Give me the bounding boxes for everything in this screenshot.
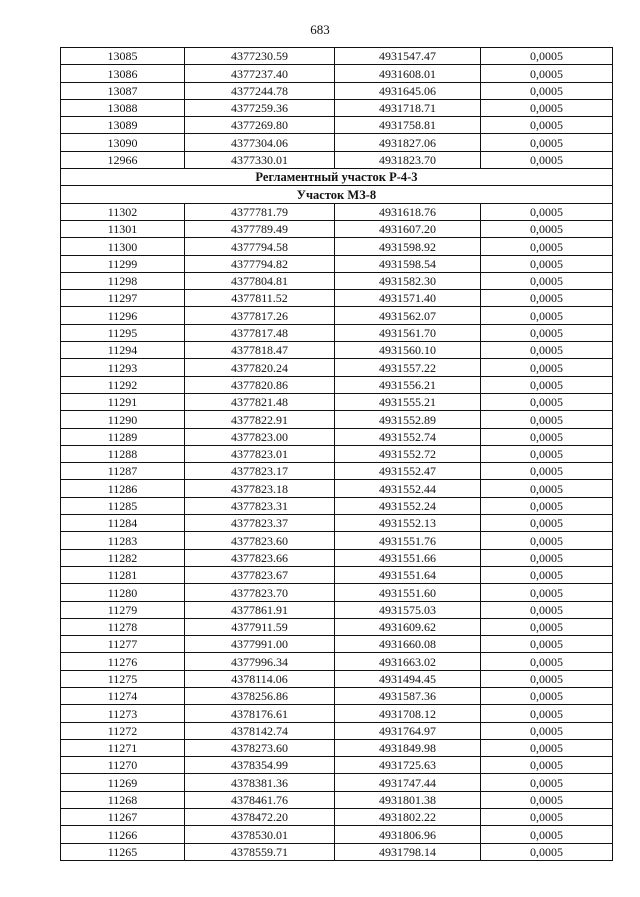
- accuracy-cell: 0,0005: [481, 739, 613, 756]
- x-coordinate-cell: 4378354.99: [185, 757, 335, 774]
- y-coordinate-cell: 4931587.36: [335, 687, 481, 704]
- accuracy-cell: 0,0005: [481, 532, 613, 549]
- x-coordinate-cell: 4377237.40: [185, 65, 335, 82]
- point-number-cell: 11279: [61, 601, 185, 618]
- y-coordinate-cell: 4931747.44: [335, 774, 481, 791]
- point-number-cell: 11284: [61, 515, 185, 532]
- point-number-cell: 11295: [61, 324, 185, 341]
- accuracy-cell: 0,0005: [481, 203, 613, 220]
- x-coordinate-cell: 4377794.58: [185, 238, 335, 255]
- x-coordinate-cell: 4377811.52: [185, 290, 335, 307]
- y-coordinate-cell: 4931725.63: [335, 757, 481, 774]
- accuracy-cell: 0,0005: [481, 670, 613, 687]
- point-number-cell: 11296: [61, 307, 185, 324]
- x-coordinate-cell: 4377230.59: [185, 48, 335, 65]
- point-number-cell: 11300: [61, 238, 185, 255]
- point-number-cell: 11267: [61, 809, 185, 826]
- accuracy-cell: 0,0005: [481, 791, 613, 808]
- y-coordinate-cell: 4931801.38: [335, 791, 481, 808]
- accuracy-cell: 0,0005: [481, 480, 613, 497]
- point-number-cell: 11298: [61, 272, 185, 289]
- table-row: [61, 463, 613, 480]
- table-row: [61, 428, 613, 445]
- table-row: [61, 324, 613, 341]
- y-coordinate-cell: 4931663.02: [335, 653, 481, 670]
- point-number-cell: 11301: [61, 220, 185, 237]
- table-row: [61, 411, 613, 428]
- point-number-cell: 11268: [61, 791, 185, 808]
- accuracy-cell: 0,0005: [481, 342, 613, 359]
- accuracy-cell: 0,0005: [481, 549, 613, 566]
- accuracy-cell: 0,0005: [481, 636, 613, 653]
- x-coordinate-cell: 4377304.06: [185, 134, 335, 151]
- point-number-cell: 11275: [61, 670, 185, 687]
- point-number-cell: 11289: [61, 428, 185, 445]
- x-coordinate-cell: 4377821.48: [185, 393, 335, 410]
- table-row: [61, 566, 613, 583]
- x-coordinate-cell: 4377244.78: [185, 82, 335, 99]
- point-number-cell: 11278: [61, 618, 185, 635]
- table-row: [61, 722, 613, 739]
- x-coordinate-cell: 4377823.67: [185, 566, 335, 583]
- point-number-cell: 11286: [61, 480, 185, 497]
- accuracy-cell: 0,0005: [481, 411, 613, 428]
- y-coordinate-cell: 4931849.98: [335, 739, 481, 756]
- y-coordinate-cell: 4931823.70: [335, 151, 481, 168]
- x-coordinate-cell: 4377823.01: [185, 445, 335, 462]
- accuracy-cell: 0,0005: [481, 151, 613, 168]
- accuracy-cell: 0,0005: [481, 272, 613, 289]
- point-number-cell: 11288: [61, 445, 185, 462]
- point-number-cell: 11297: [61, 290, 185, 307]
- table-row: [61, 705, 613, 722]
- point-number-cell: 11265: [61, 843, 185, 860]
- table-row: [61, 376, 613, 393]
- x-coordinate-cell: 4377996.34: [185, 653, 335, 670]
- table-row: [61, 618, 613, 635]
- x-coordinate-cell: 4377330.01: [185, 151, 335, 168]
- table-row: [61, 48, 613, 65]
- table-row: [61, 757, 613, 774]
- point-number-cell: 13086: [61, 65, 185, 82]
- x-coordinate-cell: 4377820.86: [185, 376, 335, 393]
- table-row: [61, 342, 613, 359]
- x-coordinate-cell: 4378256.86: [185, 687, 335, 704]
- accuracy-cell: 0,0005: [481, 290, 613, 307]
- y-coordinate-cell: 4931718.71: [335, 99, 481, 116]
- table-row: [61, 584, 613, 601]
- y-coordinate-cell: 4931608.01: [335, 65, 481, 82]
- point-number-cell: 11287: [61, 463, 185, 480]
- y-coordinate-cell: 4931552.47: [335, 463, 481, 480]
- table-body-top: [61, 48, 613, 169]
- point-number-cell: 11290: [61, 411, 185, 428]
- table-row: [61, 307, 613, 324]
- point-number-cell: 11277: [61, 636, 185, 653]
- table-row: [61, 843, 613, 860]
- y-coordinate-cell: 4931758.81: [335, 117, 481, 134]
- table-row: [61, 687, 613, 704]
- x-coordinate-cell: 4377823.18: [185, 480, 335, 497]
- y-coordinate-cell: 4931494.45: [335, 670, 481, 687]
- x-coordinate-cell: 4377823.66: [185, 549, 335, 566]
- y-coordinate-cell: 4931806.96: [335, 826, 481, 843]
- x-coordinate-cell: 4377269.80: [185, 117, 335, 134]
- accuracy-cell: 0,0005: [481, 48, 613, 65]
- x-coordinate-cell: 4378530.01: [185, 826, 335, 843]
- y-coordinate-cell: 4931552.44: [335, 480, 481, 497]
- x-coordinate-cell: 4377820.24: [185, 359, 335, 376]
- accuracy-cell: 0,0005: [481, 82, 613, 99]
- table-row: [61, 670, 613, 687]
- table-row: [61, 809, 613, 826]
- point-number-cell: 11302: [61, 203, 185, 220]
- y-coordinate-cell: 4931551.60: [335, 584, 481, 601]
- table-row: [61, 220, 613, 237]
- y-coordinate-cell: 4931552.89: [335, 411, 481, 428]
- y-coordinate-cell: 4931547.47: [335, 48, 481, 65]
- accuracy-cell: 0,0005: [481, 515, 613, 532]
- y-coordinate-cell: 4931557.22: [335, 359, 481, 376]
- point-number-cell: 13090: [61, 134, 185, 151]
- table-row: [61, 497, 613, 514]
- accuracy-cell: 0,0005: [481, 359, 613, 376]
- y-coordinate-cell: 4931552.72: [335, 445, 481, 462]
- y-coordinate-cell: 4931561.70: [335, 324, 481, 341]
- x-coordinate-cell: 4377823.31: [185, 497, 335, 514]
- x-coordinate-cell: 4377861.91: [185, 601, 335, 618]
- point-number-cell: 11285: [61, 497, 185, 514]
- accuracy-cell: 0,0005: [481, 220, 613, 237]
- y-coordinate-cell: 4931551.76: [335, 532, 481, 549]
- x-coordinate-cell: 4377817.48: [185, 324, 335, 341]
- accuracy-cell: 0,0005: [481, 463, 613, 480]
- table-row: [61, 272, 613, 289]
- table-row: [61, 255, 613, 272]
- x-coordinate-cell: 4378142.74: [185, 722, 335, 739]
- coordinates-table: [60, 47, 613, 861]
- table-row: [61, 65, 613, 82]
- table-row: [61, 99, 613, 116]
- accuracy-cell: 0,0005: [481, 618, 613, 635]
- y-coordinate-cell: 4931660.08: [335, 636, 481, 653]
- table-row: [61, 774, 613, 791]
- y-coordinate-cell: 4931552.24: [335, 497, 481, 514]
- y-coordinate-cell: 4931556.21: [335, 376, 481, 393]
- x-coordinate-cell: 4378273.60: [185, 739, 335, 756]
- accuracy-cell: 0,0005: [481, 809, 613, 826]
- x-coordinate-cell: 4377259.36: [185, 99, 335, 116]
- x-coordinate-cell: 4377823.37: [185, 515, 335, 532]
- y-coordinate-cell: 4931551.64: [335, 566, 481, 583]
- point-number-cell: 11273: [61, 705, 185, 722]
- table-row: [61, 480, 613, 497]
- table-row: [61, 393, 613, 410]
- accuracy-cell: 0,0005: [481, 687, 613, 704]
- table-row: [61, 82, 613, 99]
- table-row: [61, 238, 613, 255]
- y-coordinate-cell: 4931552.13: [335, 515, 481, 532]
- table-row: [61, 359, 613, 376]
- accuracy-cell: 0,0005: [481, 843, 613, 860]
- x-coordinate-cell: 4377822.91: [185, 411, 335, 428]
- table-row: [61, 826, 613, 843]
- accuracy-cell: 0,0005: [481, 99, 613, 116]
- x-coordinate-cell: 4377911.59: [185, 618, 335, 635]
- x-coordinate-cell: 4377991.00: [185, 636, 335, 653]
- point-number-cell: 13087: [61, 82, 185, 99]
- accuracy-cell: 0,0005: [481, 584, 613, 601]
- point-number-cell: 11291: [61, 393, 185, 410]
- point-number-cell: 11292: [61, 376, 185, 393]
- table-row: [61, 532, 613, 549]
- y-coordinate-cell: 4931708.12: [335, 705, 481, 722]
- table-body-bottom: [61, 203, 613, 860]
- x-coordinate-cell: 4377794.82: [185, 255, 335, 272]
- table-row: [61, 601, 613, 618]
- x-coordinate-cell: 4378114.06: [185, 670, 335, 687]
- accuracy-cell: 0,0005: [481, 376, 613, 393]
- accuracy-cell: 0,0005: [481, 117, 613, 134]
- subsection-title: Участок МЗ-8: [61, 186, 613, 203]
- accuracy-cell: 0,0005: [481, 497, 613, 514]
- x-coordinate-cell: 4378559.71: [185, 843, 335, 860]
- point-number-cell: 11281: [61, 566, 185, 583]
- x-coordinate-cell: 4378381.36: [185, 774, 335, 791]
- table-row: [61, 290, 613, 307]
- accuracy-cell: 0,0005: [481, 757, 613, 774]
- point-number-cell: 13089: [61, 117, 185, 134]
- table-row: [61, 653, 613, 670]
- x-coordinate-cell: 4377817.26: [185, 307, 335, 324]
- y-coordinate-cell: 4931827.06: [335, 134, 481, 151]
- y-coordinate-cell: 4931575.03: [335, 601, 481, 618]
- x-coordinate-cell: 4377781.79: [185, 203, 335, 220]
- point-number-cell: 11293: [61, 359, 185, 376]
- y-coordinate-cell: 4931609.62: [335, 618, 481, 635]
- table-row: [61, 515, 613, 532]
- y-coordinate-cell: 4931645.06: [335, 82, 481, 99]
- y-coordinate-cell: 4931582.30: [335, 272, 481, 289]
- point-number-cell: 11269: [61, 774, 185, 791]
- point-number-cell: 11282: [61, 549, 185, 566]
- accuracy-cell: 0,0005: [481, 601, 613, 618]
- x-coordinate-cell: 4377804.81: [185, 272, 335, 289]
- accuracy-cell: 0,0005: [481, 774, 613, 791]
- table-row: [61, 549, 613, 566]
- point-number-cell: 11266: [61, 826, 185, 843]
- point-number-cell: 11276: [61, 653, 185, 670]
- table-row: [61, 203, 613, 220]
- x-coordinate-cell: 4377823.00: [185, 428, 335, 445]
- accuracy-cell: 0,0005: [481, 566, 613, 583]
- accuracy-cell: 0,0005: [481, 705, 613, 722]
- accuracy-cell: 0,0005: [481, 65, 613, 82]
- y-coordinate-cell: 4931798.14: [335, 843, 481, 860]
- point-number-cell: 11272: [61, 722, 185, 739]
- accuracy-cell: 0,0005: [481, 324, 613, 341]
- table-row: [61, 445, 613, 462]
- y-coordinate-cell: 4931551.66: [335, 549, 481, 566]
- x-coordinate-cell: 4377823.17: [185, 463, 335, 480]
- accuracy-cell: 0,0005: [481, 307, 613, 324]
- accuracy-cell: 0,0005: [481, 445, 613, 462]
- x-coordinate-cell: 4378472.20: [185, 809, 335, 826]
- y-coordinate-cell: 4931555.21: [335, 393, 481, 410]
- accuracy-cell: 0,0005: [481, 393, 613, 410]
- point-number-cell: 13085: [61, 48, 185, 65]
- y-coordinate-cell: 4931598.92: [335, 238, 481, 255]
- y-coordinate-cell: 4931560.10: [335, 342, 481, 359]
- accuracy-cell: 0,0005: [481, 826, 613, 843]
- accuracy-cell: 0,0005: [481, 134, 613, 151]
- section-title-row: [61, 169, 613, 186]
- table-row: [61, 636, 613, 653]
- table-row: [61, 134, 613, 151]
- accuracy-cell: 0,0005: [481, 428, 613, 445]
- accuracy-cell: 0,0005: [481, 722, 613, 739]
- section-title: Регламентный участок Р-4-3: [61, 169, 613, 186]
- subsection-title-row: [61, 186, 613, 203]
- y-coordinate-cell: 4931764.97: [335, 722, 481, 739]
- point-number-cell: 11299: [61, 255, 185, 272]
- y-coordinate-cell: 4931562.07: [335, 307, 481, 324]
- accuracy-cell: 0,0005: [481, 238, 613, 255]
- table-row: [61, 151, 613, 168]
- table-section-headers: [61, 169, 613, 204]
- accuracy-cell: 0,0005: [481, 255, 613, 272]
- x-coordinate-cell: 4378461.76: [185, 791, 335, 808]
- point-number-cell: 11271: [61, 739, 185, 756]
- point-number-cell: 13088: [61, 99, 185, 116]
- point-number-cell: 11294: [61, 342, 185, 359]
- x-coordinate-cell: 4377818.47: [185, 342, 335, 359]
- y-coordinate-cell: 4931598.54: [335, 255, 481, 272]
- point-number-cell: 12966: [61, 151, 185, 168]
- y-coordinate-cell: 4931802.22: [335, 809, 481, 826]
- point-number-cell: 11274: [61, 687, 185, 704]
- point-number-cell: 11270: [61, 757, 185, 774]
- x-coordinate-cell: 4377823.60: [185, 532, 335, 549]
- y-coordinate-cell: 4931607.20: [335, 220, 481, 237]
- y-coordinate-cell: 4931618.76: [335, 203, 481, 220]
- table-row: [61, 739, 613, 756]
- table-row: [61, 791, 613, 808]
- y-coordinate-cell: 4931571.40: [335, 290, 481, 307]
- page-number: 683: [310, 22, 330, 37]
- point-number-cell: 11280: [61, 584, 185, 601]
- y-coordinate-cell: 4931552.74: [335, 428, 481, 445]
- table-row: [61, 117, 613, 134]
- x-coordinate-cell: 4377823.70: [185, 584, 335, 601]
- x-coordinate-cell: 4377789.49: [185, 220, 335, 237]
- accuracy-cell: 0,0005: [481, 653, 613, 670]
- x-coordinate-cell: 4378176.61: [185, 705, 335, 722]
- point-number-cell: 11283: [61, 532, 185, 549]
